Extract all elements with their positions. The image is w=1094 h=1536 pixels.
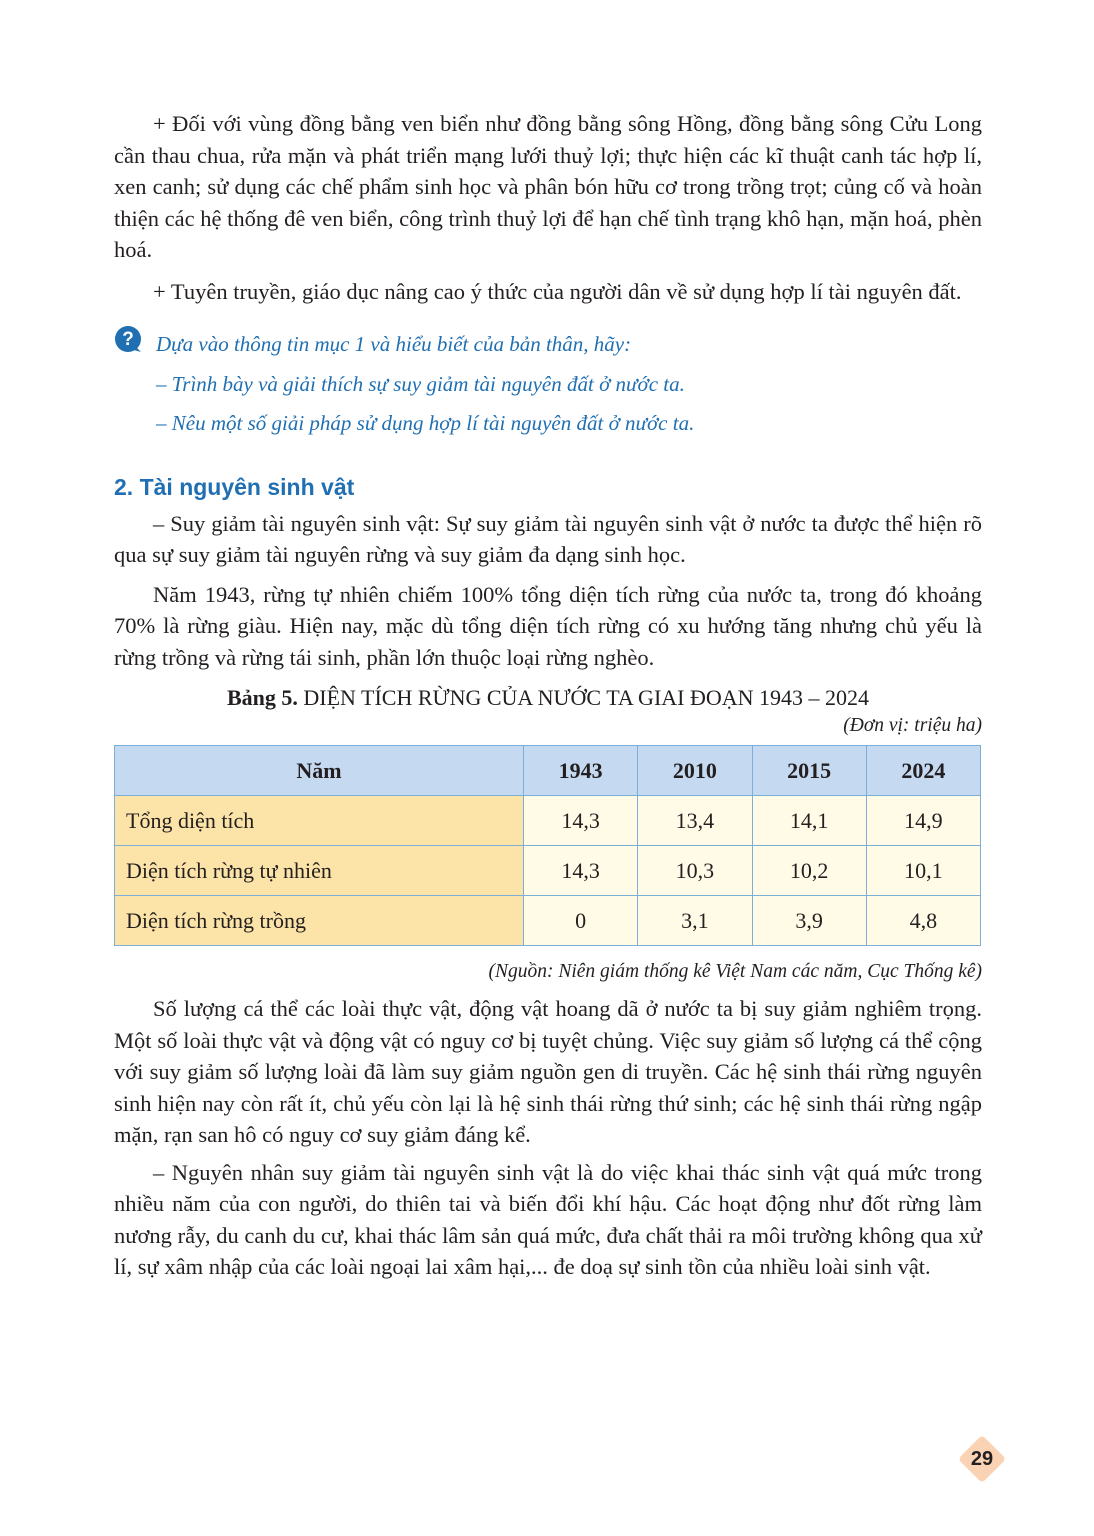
header-2015: 2015 xyxy=(752,746,866,796)
table-cell: 3,1 xyxy=(638,896,752,946)
table-title xyxy=(114,683,982,713)
table-cell: 13,4 xyxy=(638,796,752,846)
row-label: Diện tích rừng trồng xyxy=(115,896,524,946)
page-number-badge xyxy=(958,1435,1006,1483)
table-row xyxy=(115,846,981,896)
header-year: Năm xyxy=(115,746,524,796)
question-mark-icon xyxy=(114,325,142,353)
paragraph-species-decline: Số lượng cá thể các loài thực vật, động vật hoang dã ở nước ta bị suy giảm nghiêm trọng. Một số loài thực vật và động vật có nguy cơ bị tuyệt chủng. Việc suy giảm số lượng cá thể cộng với suy giảm số lượng loài đã làm suy giảm nguồn gen di truyền. Các hệ sinh thái rừng nguyên sinh hiện nay còn rất ít, chủ yếu còn lại là hệ sinh thái rừng thứ sinh; các hệ sinh thái rừng ngập mặn, rạn san hô có nguy cơ suy giảm đáng kể. xyxy=(114,996,982,1147)
table-cell: 14,3 xyxy=(524,796,638,846)
header-1943: 1943 xyxy=(524,746,638,796)
table-cell: 14,9 xyxy=(866,796,980,846)
header-2024: 2024 xyxy=(866,746,980,796)
paragraph-forest-1943: Năm 1943, rừng tự nhiên chiếm 100% tổng diện tích rừng của nước ta, trong đó khoảng 70% là rừng giàu. Hiện nay, mặc dù tổng diện tích rừng có xu hướng tăng nhưng chủ yếu là rừng trồng và rừng tái sinh, phần lớn thuộc loại rừng nghèo. xyxy=(114,581,982,670)
forest-area-table xyxy=(114,745,981,946)
table-cell: 10,2 xyxy=(752,846,866,896)
question-box xyxy=(114,325,982,444)
row-label: Tổng diện tích xyxy=(115,796,524,846)
page-content xyxy=(114,108,982,1283)
question-item-1: – Trình bày và giải thích sự suy giảm tài nguyên đất ở nước ta. xyxy=(156,371,685,396)
table-cell: 0 xyxy=(524,896,638,946)
header-2010: 2010 xyxy=(638,746,752,796)
table-cell: 10,1 xyxy=(866,846,980,896)
paragraph-bio-decline: – Suy giảm tài nguyên sinh vật: Sự suy giảm tài nguyên sinh vật ở nước ta được thể hiện rõ qua sự suy giảm tài nguyên rừng và suy giảm đa dạng sinh học. xyxy=(114,510,982,567)
page-number: 29 xyxy=(970,1448,994,1470)
paragraph-causes: – Nguyên nhân suy giảm tài nguyên sinh vật là do việc khai thác sinh vật quá mức trong nhiều năm của con người, do thiên tai và biến đổi khí hậu. Các hoạt động như đốt rừng làm nương rẫy, du canh du cư, khai thác lâm sản quá mức, đưa chất thải ra môi trường không qua xử lí, sự xâm nhập của các loài ngoại lai xâm hại,... đe doạ sự sinh tồn của nhiều loài sinh vật. xyxy=(114,1159,982,1279)
svg-text:?: ? xyxy=(122,329,134,350)
table-row xyxy=(115,896,981,946)
paragraph-coastal-plains: + Đối với vùng đồng bằng ven biển như đồng bằng sông Hồng, đồng bằng sông Cửu Long cần thau chua, rửa mặn và phát triển mạng lưới thuỷ lợi; thực hiện các kĩ thuật canh tác hợp lí, xen canh; sử dụng các chế phẩm sinh học và phân bón hữu cơ trong trồng trọt; củng cố và hoàn thiện các hệ thống đê ven biển, công trình thuỷ lợi để hạn chế tình trạng khô hạn, mặn hoá, phèn hoá. xyxy=(114,111,982,262)
table-header-row xyxy=(115,746,981,796)
table-unit: (Đơn vị: triệu ha) xyxy=(843,715,982,736)
paragraph-education: + Tuyên truyền, giáo dục nâng cao ý thức của người dân về sử dụng hợp lí tài nguyên đất. xyxy=(153,278,962,304)
section-heading: 2. Tài nguyên sinh vật xyxy=(114,473,355,500)
table-cell: 4,8 xyxy=(866,896,980,946)
table-number: Bảng 5. xyxy=(226,685,298,710)
question-item-2: – Nêu một số giải pháp sử dụng hợp lí tài nguyên đất ở nước ta. xyxy=(156,411,695,435)
table-cell: 14,3 xyxy=(524,846,638,896)
table-cell: 3,9 xyxy=(752,896,866,946)
table-caption: DIỆN TÍCH RỪNG CỦA NƯỚC TA GIAI ĐOẠN 1943 – 2024 xyxy=(303,685,870,710)
row-label: Diện tích rừng tự nhiên xyxy=(115,846,524,896)
table-cell: 10,3 xyxy=(638,846,752,896)
table-cell: 14,1 xyxy=(752,796,866,846)
table-source: (Nguồn: Niên giám thống kê Việt Nam các năm, Cục Thống kê) xyxy=(488,961,982,982)
table-row xyxy=(115,796,981,846)
question-intro: Dựa vào thông tin mục 1 và hiểu biết của bản thân, hãy: xyxy=(156,332,632,356)
